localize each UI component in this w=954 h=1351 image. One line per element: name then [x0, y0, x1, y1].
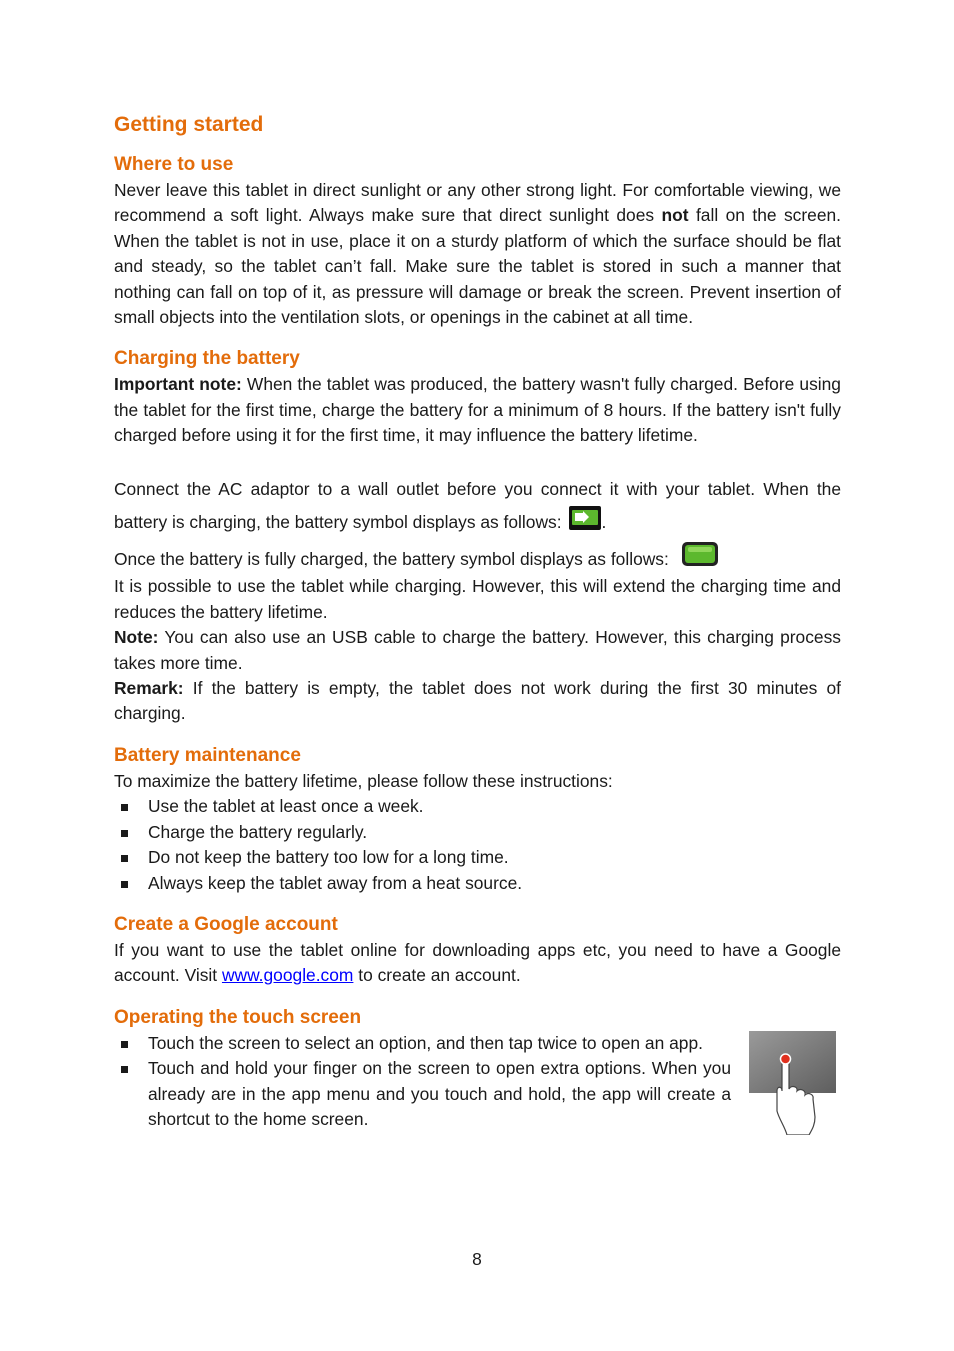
maintenance-list: [114, 794, 841, 896]
note-label: Note:: [114, 627, 159, 648]
google-text-b: to create an account.: [353, 965, 521, 986]
where-paragraph: [114, 178, 841, 330]
battery-full-icon: [681, 541, 719, 574]
google-link[interactable]: www.google.com: [221, 965, 354, 986]
remark-label: Remark:: [114, 678, 184, 699]
important-note-paragraph: [114, 372, 841, 448]
touch-list: [114, 1031, 731, 1133]
note-paragraph: [114, 625, 841, 676]
list-item: Charge the battery regularly.: [114, 820, 841, 845]
while-charging-paragraph: It is possible to use the tablet while charging. However, this will extend the charging time and reduces the battery lifetime.: [114, 576, 841, 622]
section-where-to-use: [114, 152, 841, 330]
heading-charging: Charging the battery: [114, 348, 300, 370]
heading-touch: Operating the touch screen: [114, 1006, 362, 1028]
google-text-a: If you want to use the tablet online for downloading apps etc, you need to have a Google account. Visit: [114, 939, 841, 986]
page-number: 8: [472, 1249, 482, 1269]
full-paragraph: [114, 541, 841, 574]
section-google: [114, 912, 841, 989]
important-note-text: When the tablet was produced, the battery wasn't fully charged. Before using the tablet for the first time, charge the battery for a minimum of 8 hours. If the battery isn't fully charged before using it for the first time, it may influence the battery lifetime.: [114, 374, 841, 446]
connect-paragraph: [114, 474, 841, 541]
maintenance-intro: To maximize the battery lifetime, please follow these instructions:: [114, 770, 613, 791]
where-text-bold: not: [661, 205, 689, 226]
where-text-b: fall on the screen. When the tablet is not in use, place it on a sturdy platform of which the surface should be flat and steady, so the tablet can’t fall. Make sure the tablet is stored in such a manner that nothing can fall on top of it, as pressure will damage or break the screen. Prevent insertion of small objects into the ventilation slots, or openings in the cabinet at all time.: [114, 205, 841, 328]
section-touch: [114, 1005, 841, 1133]
important-note-label: Important note:: [114, 374, 242, 395]
where-text-a: Never leave this tablet in direct sunlight or any other strong light. For comfortable viewing, we recommend a soft light. Always make sure that direct sunlight does: [114, 180, 841, 226]
heading-where-to-use: Where to use: [114, 154, 234, 175]
section-maintenance: [114, 743, 841, 896]
connect-text: Connect the AC adaptor to a wall outlet before you connect it with your tablet. When the battery is charging, the battery symbol displays as follows:: [114, 479, 841, 533]
list-item: Touch and hold your finger on the screen to open extra options. When you already are in the app menu and you touch and hold, the app will create a shortcut to the home screen.: [114, 1056, 731, 1132]
google-paragraph: [114, 938, 841, 989]
section-charging: [114, 346, 841, 726]
list-item: Do not keep the battery too low for a long time.: [114, 845, 841, 870]
connect-end: .: [601, 512, 607, 533]
full-text: Once the battery is fully charged, the battery symbol displays as follows:: [114, 549, 669, 570]
list-item: Touch the screen to select an option, and then tap twice to open an app.: [114, 1031, 731, 1056]
heading-google: Create a Google account: [114, 913, 338, 935]
touch-gesture-illustration: [749, 1031, 836, 1135]
list-item: Always keep the tablet away from a heat source.: [114, 871, 841, 896]
list-item: Use the tablet at least once a week.: [114, 794, 841, 819]
page-title: Getting started: [114, 113, 264, 136]
battery-charging-icon: [568, 505, 602, 541]
remark-text: If the battery is empty, the tablet does not work during the first 30 minutes of charging.: [114, 678, 841, 724]
heading-maintenance: Battery maintenance: [114, 744, 301, 766]
note-text: You can also use an USB cable to charge the battery. However, this charging process takes more time.: [114, 627, 841, 673]
remark-paragraph: [114, 676, 841, 727]
document-page: [114, 110, 841, 1148]
